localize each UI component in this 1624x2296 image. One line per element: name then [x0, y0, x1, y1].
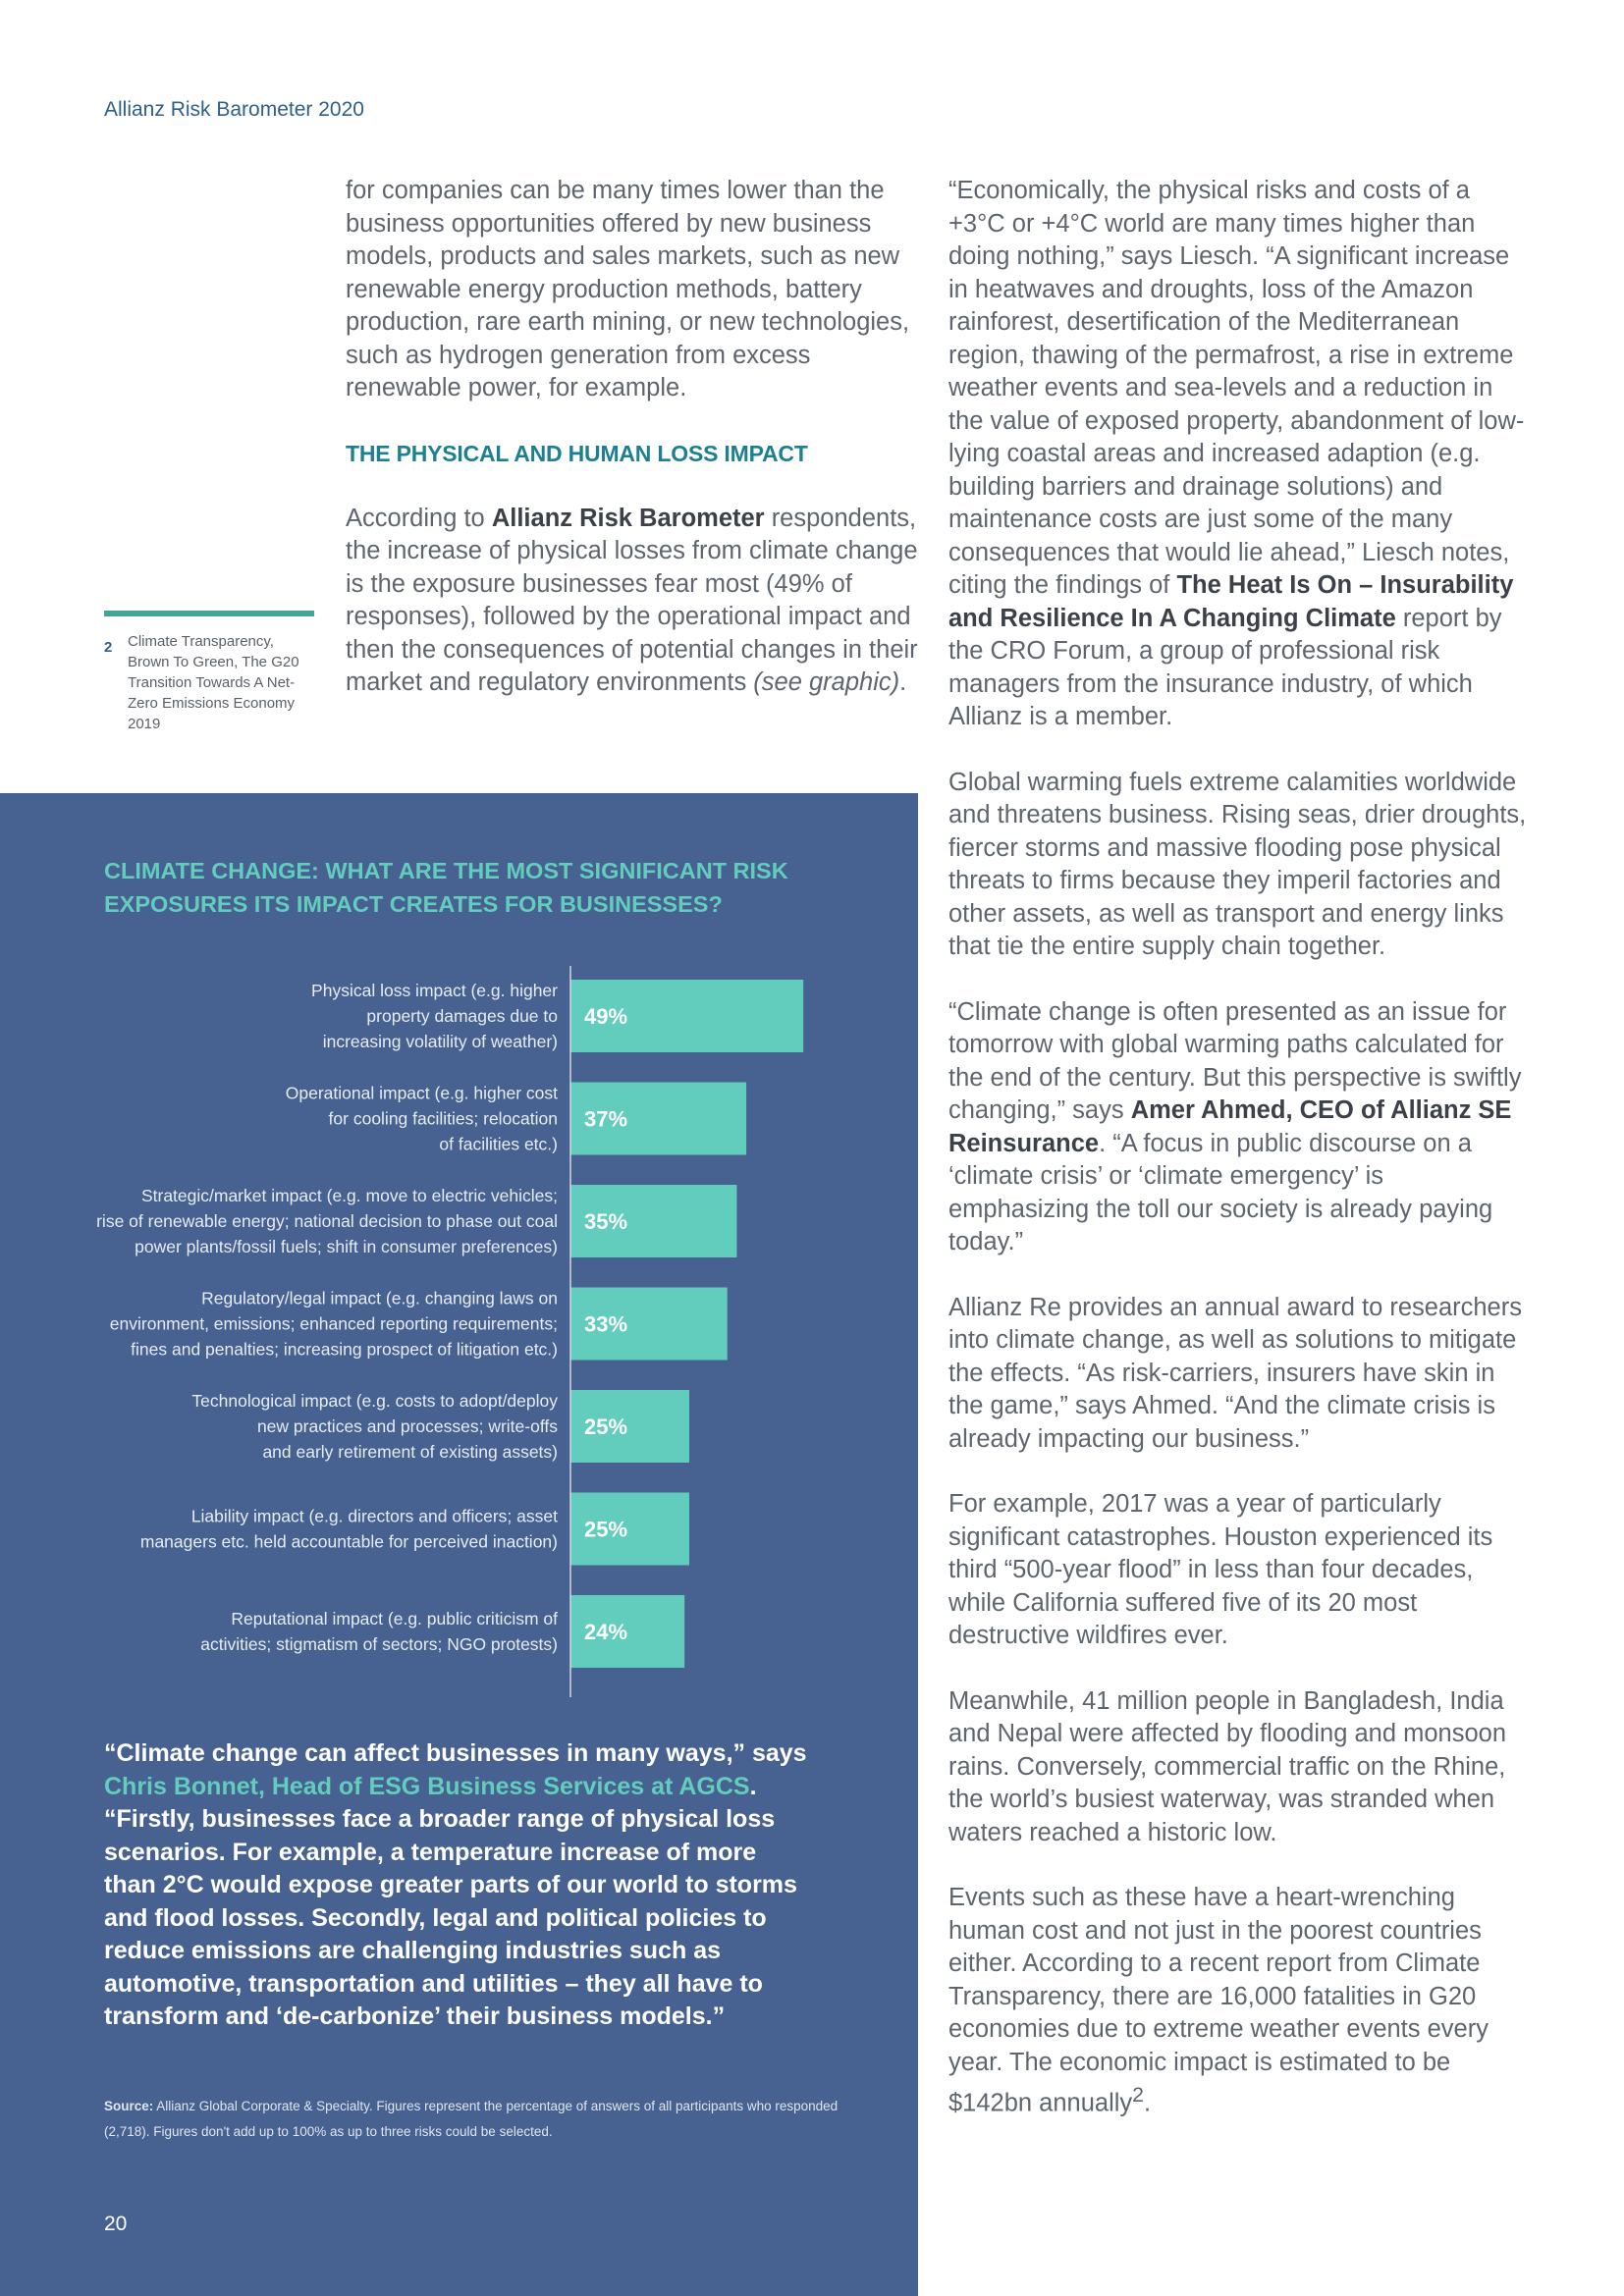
page-number: 20: [104, 2213, 128, 2235]
bold-text: Amer Ahmed, CEO of Allianz SE Reinsurance: [948, 1096, 1512, 1157]
quote-text: . “Firstly, businesses face a broader range of physical loss scenarios. For example, a temperature increase of more than 2°C would expose greater parts of our world to storms and flood losses. Secondly, legal and political policies to reduce emissions are challenging industries such as automotive, transportation and utilities – they all have to transform and ‘de-carbonize’ their business models.”: [104, 1772, 797, 2030]
text-run: . “A focus in public discourse on a ‘climate crisis’ or ‘climate emergency’ is emphasizing the toll our society is already paying today.”: [948, 1129, 1493, 1255]
category-label-line: for cooling facilities; relocation: [328, 1108, 558, 1129]
bar-value-label: 35%: [584, 1209, 628, 1234]
category-label-line: power plants/fossil fuels; shift in consumer preferences): [135, 1237, 558, 1256]
category-label: [200, 1609, 558, 1654]
category-label-line: Strategic/market impact (e.g. move to electric vehicles;: [140, 1186, 558, 1205]
body-column-left: [346, 175, 927, 732]
category-label-line: increasing volatility of weather): [322, 1032, 558, 1051]
category-label-line: environment, emissions; enhanced reporting requirements;: [109, 1313, 558, 1334]
bar-value-label: 49%: [584, 1004, 628, 1029]
bar-chart: [0, 793, 918, 1726]
pull-quote: [104, 1737, 811, 2034]
category-label: [286, 1084, 558, 1154]
quote-speaker: Chris Bonnet, Head of ESG Business Services at AGCS: [104, 1772, 750, 1800]
text-run: “Economically, the physical risks and costs of a +3°C or +4°C world are many times higher than doing nothing,” says Liesch. “A significant increase in heatwaves and droughts, loss of the Amazon rainforest, desertification of the Mediterranean region, thawing of the permafrost, a rise in extreme weather events and sea-levels and a reduction in the value of exposed property, abandonment of low-lying coastal areas and increased adaption (e.g. building barriers and drainage solutions) and maintenance costs are just some of the many consequences that would lie ahead,” Liesch notes, citing the findings of: [948, 177, 1525, 599]
category-label-line: Liability impact (e.g. directors and officers; asset: [190, 1506, 558, 1526]
bar-value-label: 33%: [584, 1311, 628, 1337]
source-text: Allianz Global Corporate & Specialty. Figures represent the percentage of answers of all participants who responded (2,718). Figures don't add up to 100% as up to three risks could be selected.: [104, 2099, 839, 2139]
category-label-line: rise of renewable energy; national decision to phase out coal: [96, 1211, 558, 1231]
category-label-line: Operational impact (e.g. higher cost: [285, 1083, 558, 1103]
paragraph: For example, 2017 was a year of particularly significant catastrophes. Houston experienced its third “500-year flood” in less than four decades, while California suffered five of its 20 most destructive wildfires ever.: [948, 1490, 1493, 1649]
paragraph: for companies can be many times lower than the business opportunities offered by new business models, products and sales markets, such as new renewable energy production methods, battery production, rare earth mining, or new technologies, such as hydrogen generation from excess renewable power, for example.: [346, 177, 910, 401]
category-label-line: Regulatory/legal impact (e.g. changing laws on: [201, 1288, 558, 1308]
category-label: [96, 1186, 558, 1256]
category-label: [140, 1507, 558, 1552]
paragraph: Allianz Re provides an annual award to researchers into climate change, as well as solutions to mitigate the effects. “As risk-carriers, insurers have skin in the game,” says Ahmed. “And the climate crisis is already impacting our business.”: [948, 1293, 1522, 1453]
source-label: Source:: [104, 2099, 154, 2113]
bar-value-label: 37%: [584, 1106, 628, 1132]
text-run: According to: [346, 504, 492, 532]
footnote-ref[interactable]: 2: [1132, 2083, 1144, 2107]
bar-value-label: 25%: [584, 1415, 628, 1439]
footnote: [104, 611, 314, 734]
category-label-line: and early retirement of existing assets): [262, 1442, 558, 1462]
bar-value-label: 24%: [584, 1620, 628, 1644]
category-label-line: Technological impact (e.g. costs to adopt/deploy: [191, 1391, 558, 1411]
text-run: respondents, the increase of physical losses from climate change is the exposure businesses fear most (49% of responses), followed by the operational impact and then the consequences of potential changes in their market and regulatory environments: [346, 504, 918, 696]
source-note: [104, 2094, 850, 2145]
category-label-line: Reputational impact (e.g. public criticism of: [231, 1609, 558, 1629]
text-run: Events such as these have a heart-wrenching human cost and not just in the poorest countries either. According to a recent report from Climate Transparency, there are 16,000 fatalities in G20 economies due to extreme weather events every year. The economic impact is estimated to be $142bn annually: [948, 1884, 1489, 2117]
category-label: [110, 1289, 558, 1360]
text-run: .: [899, 668, 907, 696]
footnote-number: 2: [104, 639, 113, 656]
footnote-text: Climate Transparency, Brown To Green, The G20 Transition Towards A Net-Zero Emissions Economy 2019: [128, 633, 299, 732]
text-run: report by the CRO Forum, a group of professional risk managers from the insurance industry, of which Allianz is a member.: [948, 604, 1502, 730]
paragraph: Meanwhile, 41 million people in Bangladesh, India and Nepal were affected by flooding and monsoon rains. Conversely, commercial traffic on the Rhine, the world’s busiest waterway, was stranded when waters reached a historic low.: [948, 1686, 1507, 1846]
category-label-line: property damages due to: [366, 1006, 558, 1026]
category-label-line: managers etc. held accountable for perceived inaction): [139, 1531, 558, 1552]
chart-title: CLIMATE CHANGE: WHAT ARE THE MOST SIGNIFICANT RISK EXPOSURES ITS IMPACT CREATES FOR BUSINESSES?: [104, 858, 788, 917]
running-header: Allianz Risk Barometer 2020: [104, 98, 364, 121]
category-label: [191, 1391, 558, 1462]
section-heading: THE PHYSICAL AND HUMAN LOSS IMPACT: [346, 440, 808, 466]
paragraph: [948, 996, 1528, 1259]
bold-text: The Heat Is On – Insurability and Resilience In A Changing Climate: [948, 571, 1514, 632]
paragraph: [948, 175, 1528, 734]
paragraph: Global warming fuels extreme calamities worldwide and threatens business. Rising seas, drier droughts, fiercer storms and massive flooding pose physical threats to firms because they imperil factories and other assets, as well as transport and energy links that tie the entire supply chain together.: [948, 768, 1527, 960]
text-run: .: [1144, 2089, 1152, 2117]
category-label-line: fines and penalties; increasing prospect of litigation etc.): [131, 1339, 558, 1360]
chart-panel: [0, 793, 918, 2296]
category-label-line: new practices and processes; write-offs: [256, 1416, 558, 1436]
quote-text: “Climate change can affect businesses in many ways,” says: [104, 1739, 807, 1767]
body-column-right: [948, 175, 1528, 2153]
italic-text: (see graphic): [753, 668, 900, 696]
category-label-line: Physical loss impact (e.g. higher: [311, 981, 558, 1000]
bar-value-label: 25%: [584, 1517, 628, 1542]
bold-text: Allianz Risk Barometer: [491, 504, 765, 532]
text-run: “Climate change is often presented as an issue for tomorrow with global warming paths calculated for the end of the century. But this perspective is swiftly changing,” says: [948, 997, 1522, 1124]
paragraph: [346, 503, 927, 700]
category-label-line: of facilities etc.): [439, 1134, 558, 1154]
paragraph: [948, 1882, 1528, 2120]
category-label-line: activities; stigmatism of sectors; NGO protests): [200, 1634, 558, 1654]
category-label: [311, 981, 558, 1051]
